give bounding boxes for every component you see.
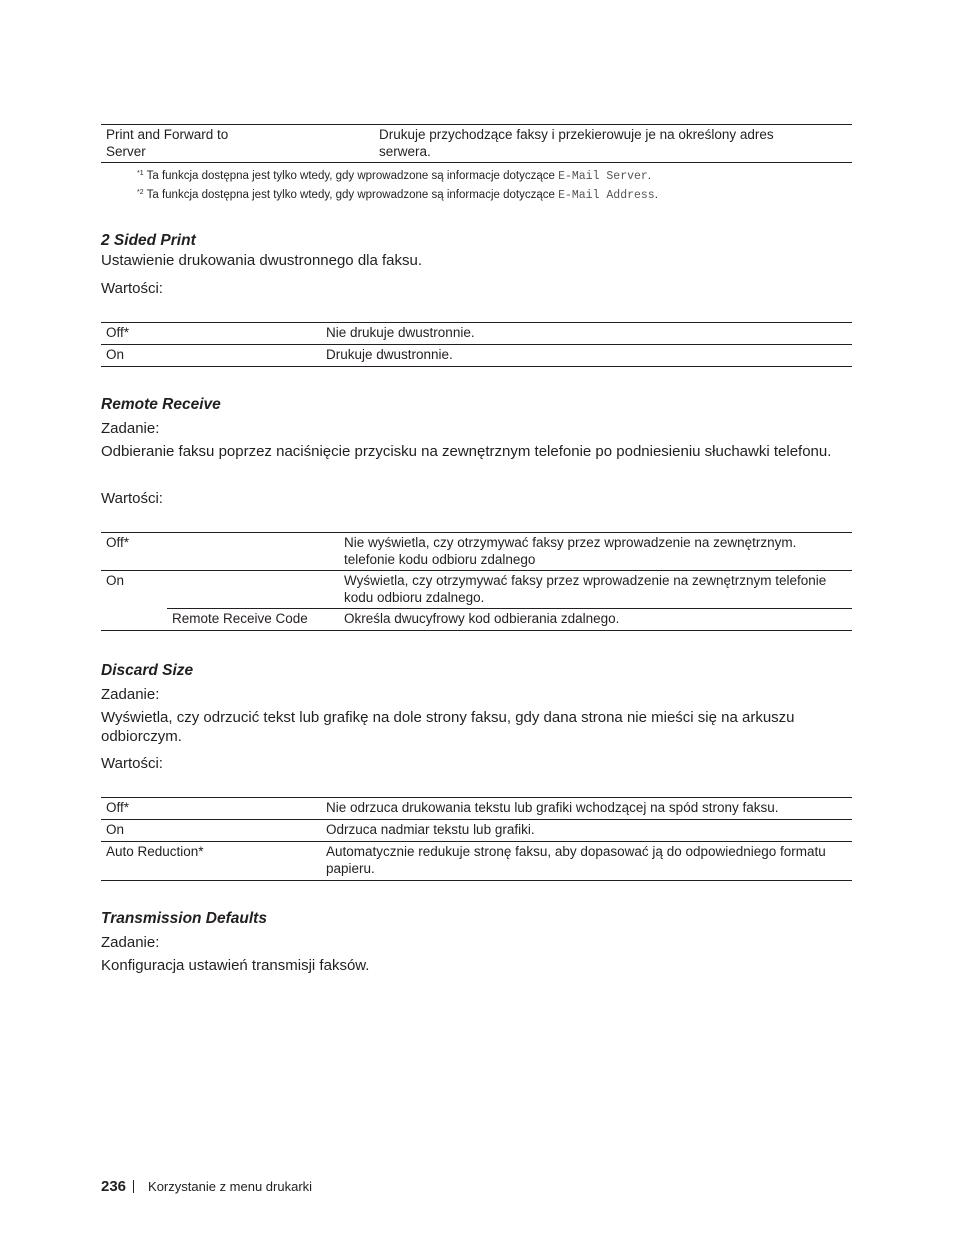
section-description: Odbieranie faksu poprzez naciśnięcie przycisku na zewnętrznym telefonie po podniesieniu słuchawki telefonu.: [101, 443, 832, 460]
section-description: Konfiguracja ustawień transmisji faksów.: [101, 957, 370, 974]
value-description: Odrzuca nadmiar tekstu lub grafiki.: [326, 822, 535, 837]
values-label: Wartości:: [101, 755, 163, 772]
section-description: Wyświetla, czy odrzucić tekst lub grafikę na dole strony faksu, gdy dana strona nie mieści się na arkuszu odbiorczym.: [101, 709, 795, 745]
values-label: Wartości:: [101, 280, 163, 297]
value-description: Nie wyświetla, czy otrzymywać faksy przez wprowadzenie na zewnętrznym. telefonie kodu odbioru zdalnego: [344, 535, 797, 567]
value-description: Nie drukuje dwustronnie.: [326, 325, 475, 340]
footer-section-title: Korzystanie z menu drukarki: [148, 1179, 313, 1194]
section-heading-transmission-defaults: Transmission Defaults: [101, 910, 267, 927]
sided-values-table: [101, 322, 852, 367]
setting-description: Drukuje przychodzące faksy i przekierowuje je na określony adres serwera.: [379, 127, 774, 159]
task-label: Zadanie:: [101, 686, 160, 703]
table-row: [101, 571, 852, 608]
footnote-code: E-Mail Server: [558, 170, 648, 183]
section-heading-2-sided-print: 2 Sided Print: [101, 232, 196, 249]
footnote-mark: *2: [137, 189, 144, 196]
table-row: [101, 345, 852, 367]
section-heading-remote-receive: Remote Receive: [101, 396, 221, 413]
sub-value-name: Remote Receive Code: [172, 611, 308, 626]
value-description: Określa dwucyfrowy kod odbierania zdalnego.: [344, 611, 620, 626]
value-name: On: [106, 822, 125, 837]
section-description: Ustawienie drukowania dwustronnego dla faksu.: [101, 252, 423, 269]
value-description: Automatycznie redukuje stronę faksu, aby dopasować ją do odpowiedniego formatu papieru.: [326, 844, 826, 876]
footnote-text: Ta funkcja dostępna jest tylko wtedy, gdy wprowadzone są informacje dotyczące: [146, 170, 559, 182]
footnote-code: E-Mail Address: [558, 189, 655, 202]
setting-name: Print and Forward to Server: [106, 127, 229, 159]
footnote-mark: *1: [137, 170, 144, 177]
forward-table: [101, 124, 852, 163]
page-footer: [101, 1178, 312, 1195]
table-row: [101, 798, 852, 820]
footer-divider: [133, 1180, 134, 1193]
value-name: Off*: [106, 800, 130, 815]
value-name: On: [106, 347, 125, 362]
value-name: Off*: [106, 325, 130, 340]
footnote-1: [137, 170, 651, 183]
value-name: Auto Reduction*: [106, 844, 204, 859]
table-row: [101, 609, 852, 631]
task-label: Zadanie:: [101, 420, 160, 437]
footnote-end: .: [647, 170, 651, 182]
discard-values-table: [101, 797, 852, 881]
remote-values-table: [101, 532, 852, 631]
value-name: Off*: [106, 535, 130, 550]
table-row: [101, 820, 852, 842]
value-description: Drukuje dwustronnie.: [326, 347, 453, 362]
values-label: Wartości:: [101, 490, 163, 507]
task-label: Zadanie:: [101, 934, 160, 951]
footnote-text: Ta funkcja dostępna jest tylko wtedy, gdy wprowadzone są informacje dotyczące: [146, 189, 559, 201]
table-row: [101, 125, 852, 163]
table-row: [101, 842, 852, 881]
table-row: [101, 533, 852, 571]
value-description: Nie odrzuca drukowania tekstu lub grafiki wchodzącej na spód strony faksu.: [326, 800, 779, 815]
value-description: Wyświetla, czy otrzymywać faksy przez wprowadzenie na zewnętrznym telefonie kodu odbioru zdalnego.: [344, 573, 827, 605]
footnote-2: [137, 189, 658, 202]
section-heading-discard-size: Discard Size: [101, 662, 194, 679]
value-name: On: [106, 573, 125, 588]
table-row: [101, 323, 852, 345]
page-number: 236: [101, 1178, 127, 1195]
footnote-end: .: [654, 189, 658, 201]
